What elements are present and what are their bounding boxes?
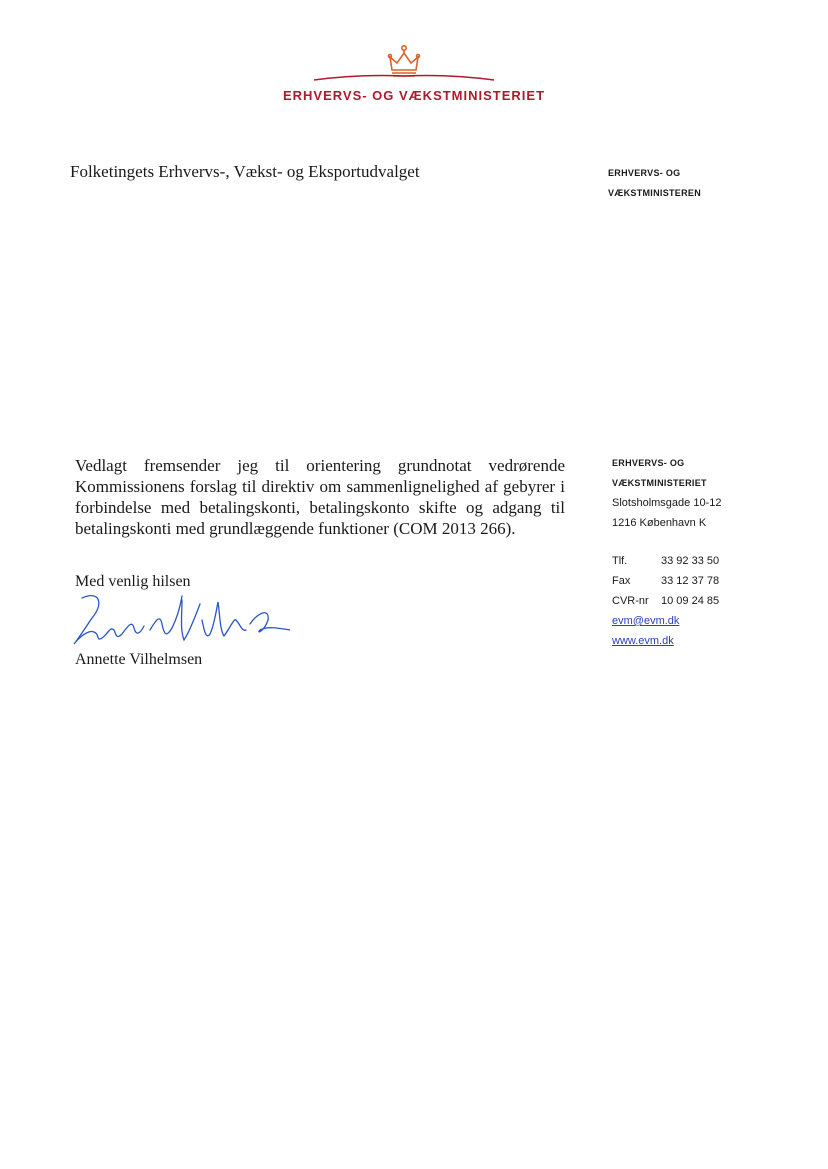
contact-block — [612, 453, 721, 651]
contact-address-2: 1216 København K — [612, 517, 707, 529]
body-paragraph: Vedlagt fremsender jeg til orientering grundnotat vedrørende Kommissionens forslag til direktiv om sammenlignelighed af gebyrer i forbindelse med betalingskonti, betalingskonto skifte og adgang til betalingskonti med grundlæggende funktioner (COM 2013 266). — [75, 456, 565, 538]
fax-value: 33 12 37 78 — [661, 575, 720, 587]
cvr-value: 10 09 24 85 — [661, 595, 720, 607]
contact-org-line-1: ERHVERVS- OG — [612, 458, 685, 468]
handwritten-signature — [70, 590, 290, 648]
contact-cvr — [612, 591, 721, 611]
fax-label: Fax — [612, 575, 631, 587]
email-link[interactable]: evm@evm.dk — [612, 615, 680, 627]
contact-org-line-2: VÆKSTMINISTERIET — [612, 478, 707, 488]
sender-line-1: ERHVERVS- OG — [608, 168, 681, 178]
contact-address-1: Slotsholmsgade 10-12 — [612, 497, 722, 509]
recipient: Folketingets Erhvervs-, Vækst- og Eksportudvalget — [70, 162, 420, 181]
letterhead-rule — [314, 72, 494, 84]
ministry-name: ERHVERVS- OG VÆKSTMINISTERIET — [282, 88, 546, 103]
sender-block — [608, 163, 701, 203]
cvr-label: CVR-nr — [612, 595, 649, 607]
greeting: Med venlig hilsen — [75, 573, 191, 590]
phone-value: 33 92 33 50 — [661, 555, 720, 567]
signer-name: Annette Vilhelmsen — [75, 651, 203, 668]
contact-phone — [612, 551, 721, 571]
phone-label: Tlf. — [612, 555, 628, 567]
contact-fax — [612, 571, 721, 591]
sender-line-2: VÆKSTMINISTEREN — [608, 188, 702, 198]
website-link[interactable]: www.evm.dk — [612, 635, 674, 647]
